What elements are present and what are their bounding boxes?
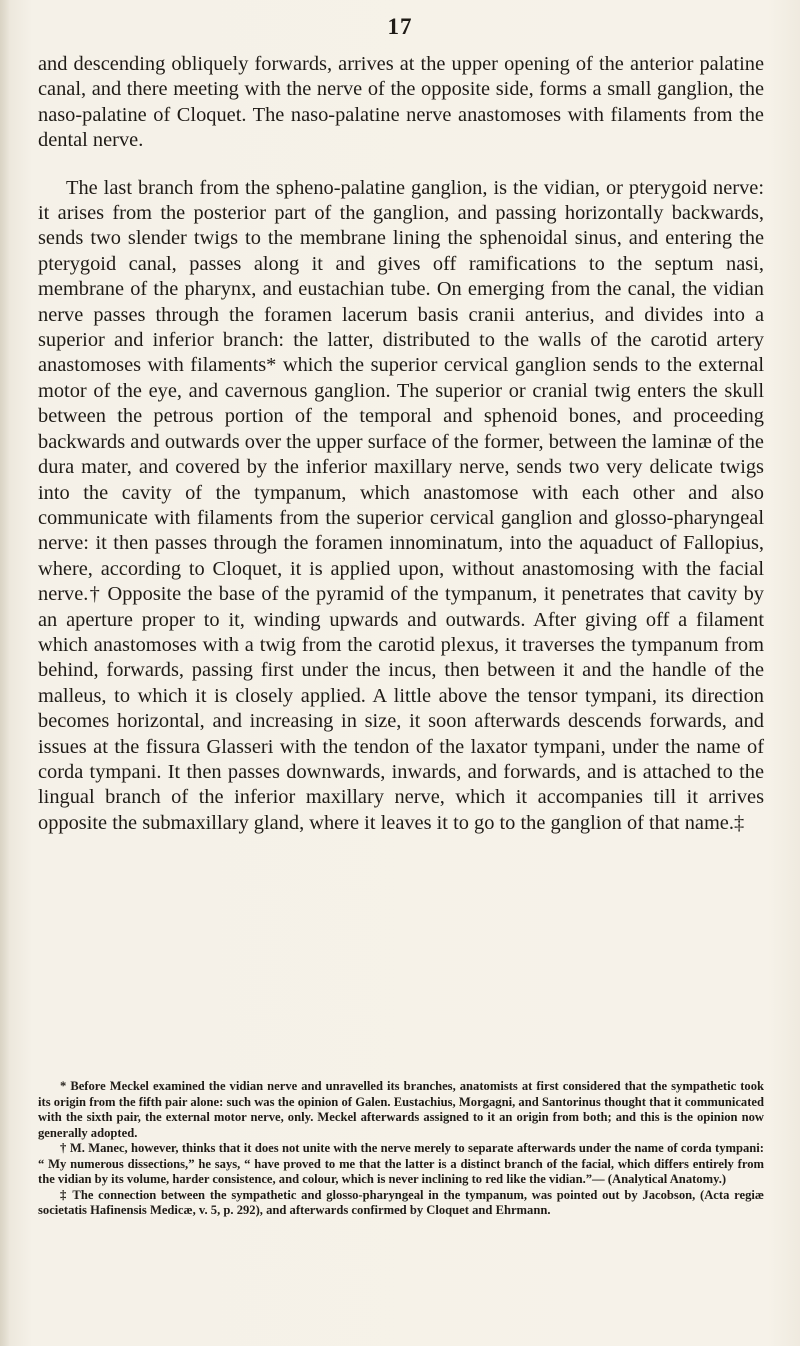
page-spine-shadow bbox=[0, 0, 10, 1346]
footnote-asterisk: * Before Meckel examined the vidian nerve and unravelled its branches, anatomists at first considered that the sympathetic took its origin from the fifth pair alone: such was the opinion of Galen. Eustachius, Morgagni, and Santorinus thought that it communicated with the sixth pair, the external motor nerve, only. Meckel afterwards assigned to it an origin from both; and this is the opinion now generally adopted. bbox=[38, 1079, 764, 1140]
paragraph-vidian-nerve: The last branch from the spheno-palatine ganglion, is the vidian, or pterygoid nerve: it arises from the posterior part of the ganglion, and passing horizontally backwards, sends two slender twigs to the membrane lining the sphenoidal sinus, and entering the pterygoid canal, passes along it and gives off ramifications to the septum nasi, membrane of the pharynx, and eustachian tube. On emerging from the canal, the vidian nerve passes through the foramen lacerum basis cranii anterius, and divides into a superior and inferior branch: the latter, distributed to the walls of the carotid artery anastomoses with filaments* which the superior cervical ganglion sends to the external motor of the eye, and cavernous ganglion. The superior or cranial twig enters the skull between the petrous portion of the temporal and sphenoid bones, and proceeding backwards and outwards over the upper surface of the former, between the laminæ of the dura mater, and covered by the inferior maxillary nerve, sends two very delicate twigs into the cavity of the tympanum, which anastomose with each other and also communicate with filaments from the superior cervical ganglion and glosso-pharyngeal nerve: it then passes through the foramen innominatum, into the aquaduct of Fallopius, where, according to Cloquet, it is applied upon, without anastomosing with the facial nerve.† Opposite the base of the pyramid of the tympanum, it penetrates that cavity by an aperture proper to it, winding upwards and outwards. After giving off a filament which anastomoses with a twig from the carotid plexus, it traverses the tympanum from behind, forwards, passing first under the incus, then between it and the handle of the malleus, to which it is closely applied. A little above the tensor tympani, its direction becomes horizontal, and increasing in size, it soon afterwards descends forwards, and issues at the fissura Glasseri with the tendon of the laxator tympani, under the name of corda tympani. It then passes downwards, inwards, and forwards, and is attached to the lingual branch of the inferior maxillary nerve, which it accompanies till it arrives opposite the submaxillary gland, where it leaves it to go to the ganglion of that name.‡ bbox=[38, 176, 764, 834]
footnotes bbox=[38, 1079, 764, 1219]
footnote-double-dagger: ‡ The connection between the sympathetic and glosso-pharyngeal in the tympanum, was pointed out by Jacobson, (Acta regiæ societatis Hafinensis Medicæ, v. 5, p. 292), and afterwards confirmed by Cloquet and Ehrmann. bbox=[38, 1187, 764, 1217]
paragraph-continuation: and descending obliquely forwards, arrives at the upper opening of the anterior palatine canal, and there meeting with the nerve of the opposite side, forms a small ganglion, the naso-palatine of Cloquet. The naso-palatine nerve anastomoses with filaments from the dental nerve. bbox=[38, 53, 764, 152]
footnote-dagger: † M. Manec, however, thinks that it does not unite with the nerve merely to separate afterwards under the name of corda tympani: “ My numerous dissections,” he says, “ have proved to me that the latter is a distinct branch of the facial, which differs entirely from the vidian by its volume, harder consistence, and colour, which is never inclining to red like the vidian.”— (Analytical Anatomy.) bbox=[38, 1141, 764, 1186]
page-number: 17 bbox=[387, 14, 413, 39]
body-text bbox=[38, 52, 764, 836]
